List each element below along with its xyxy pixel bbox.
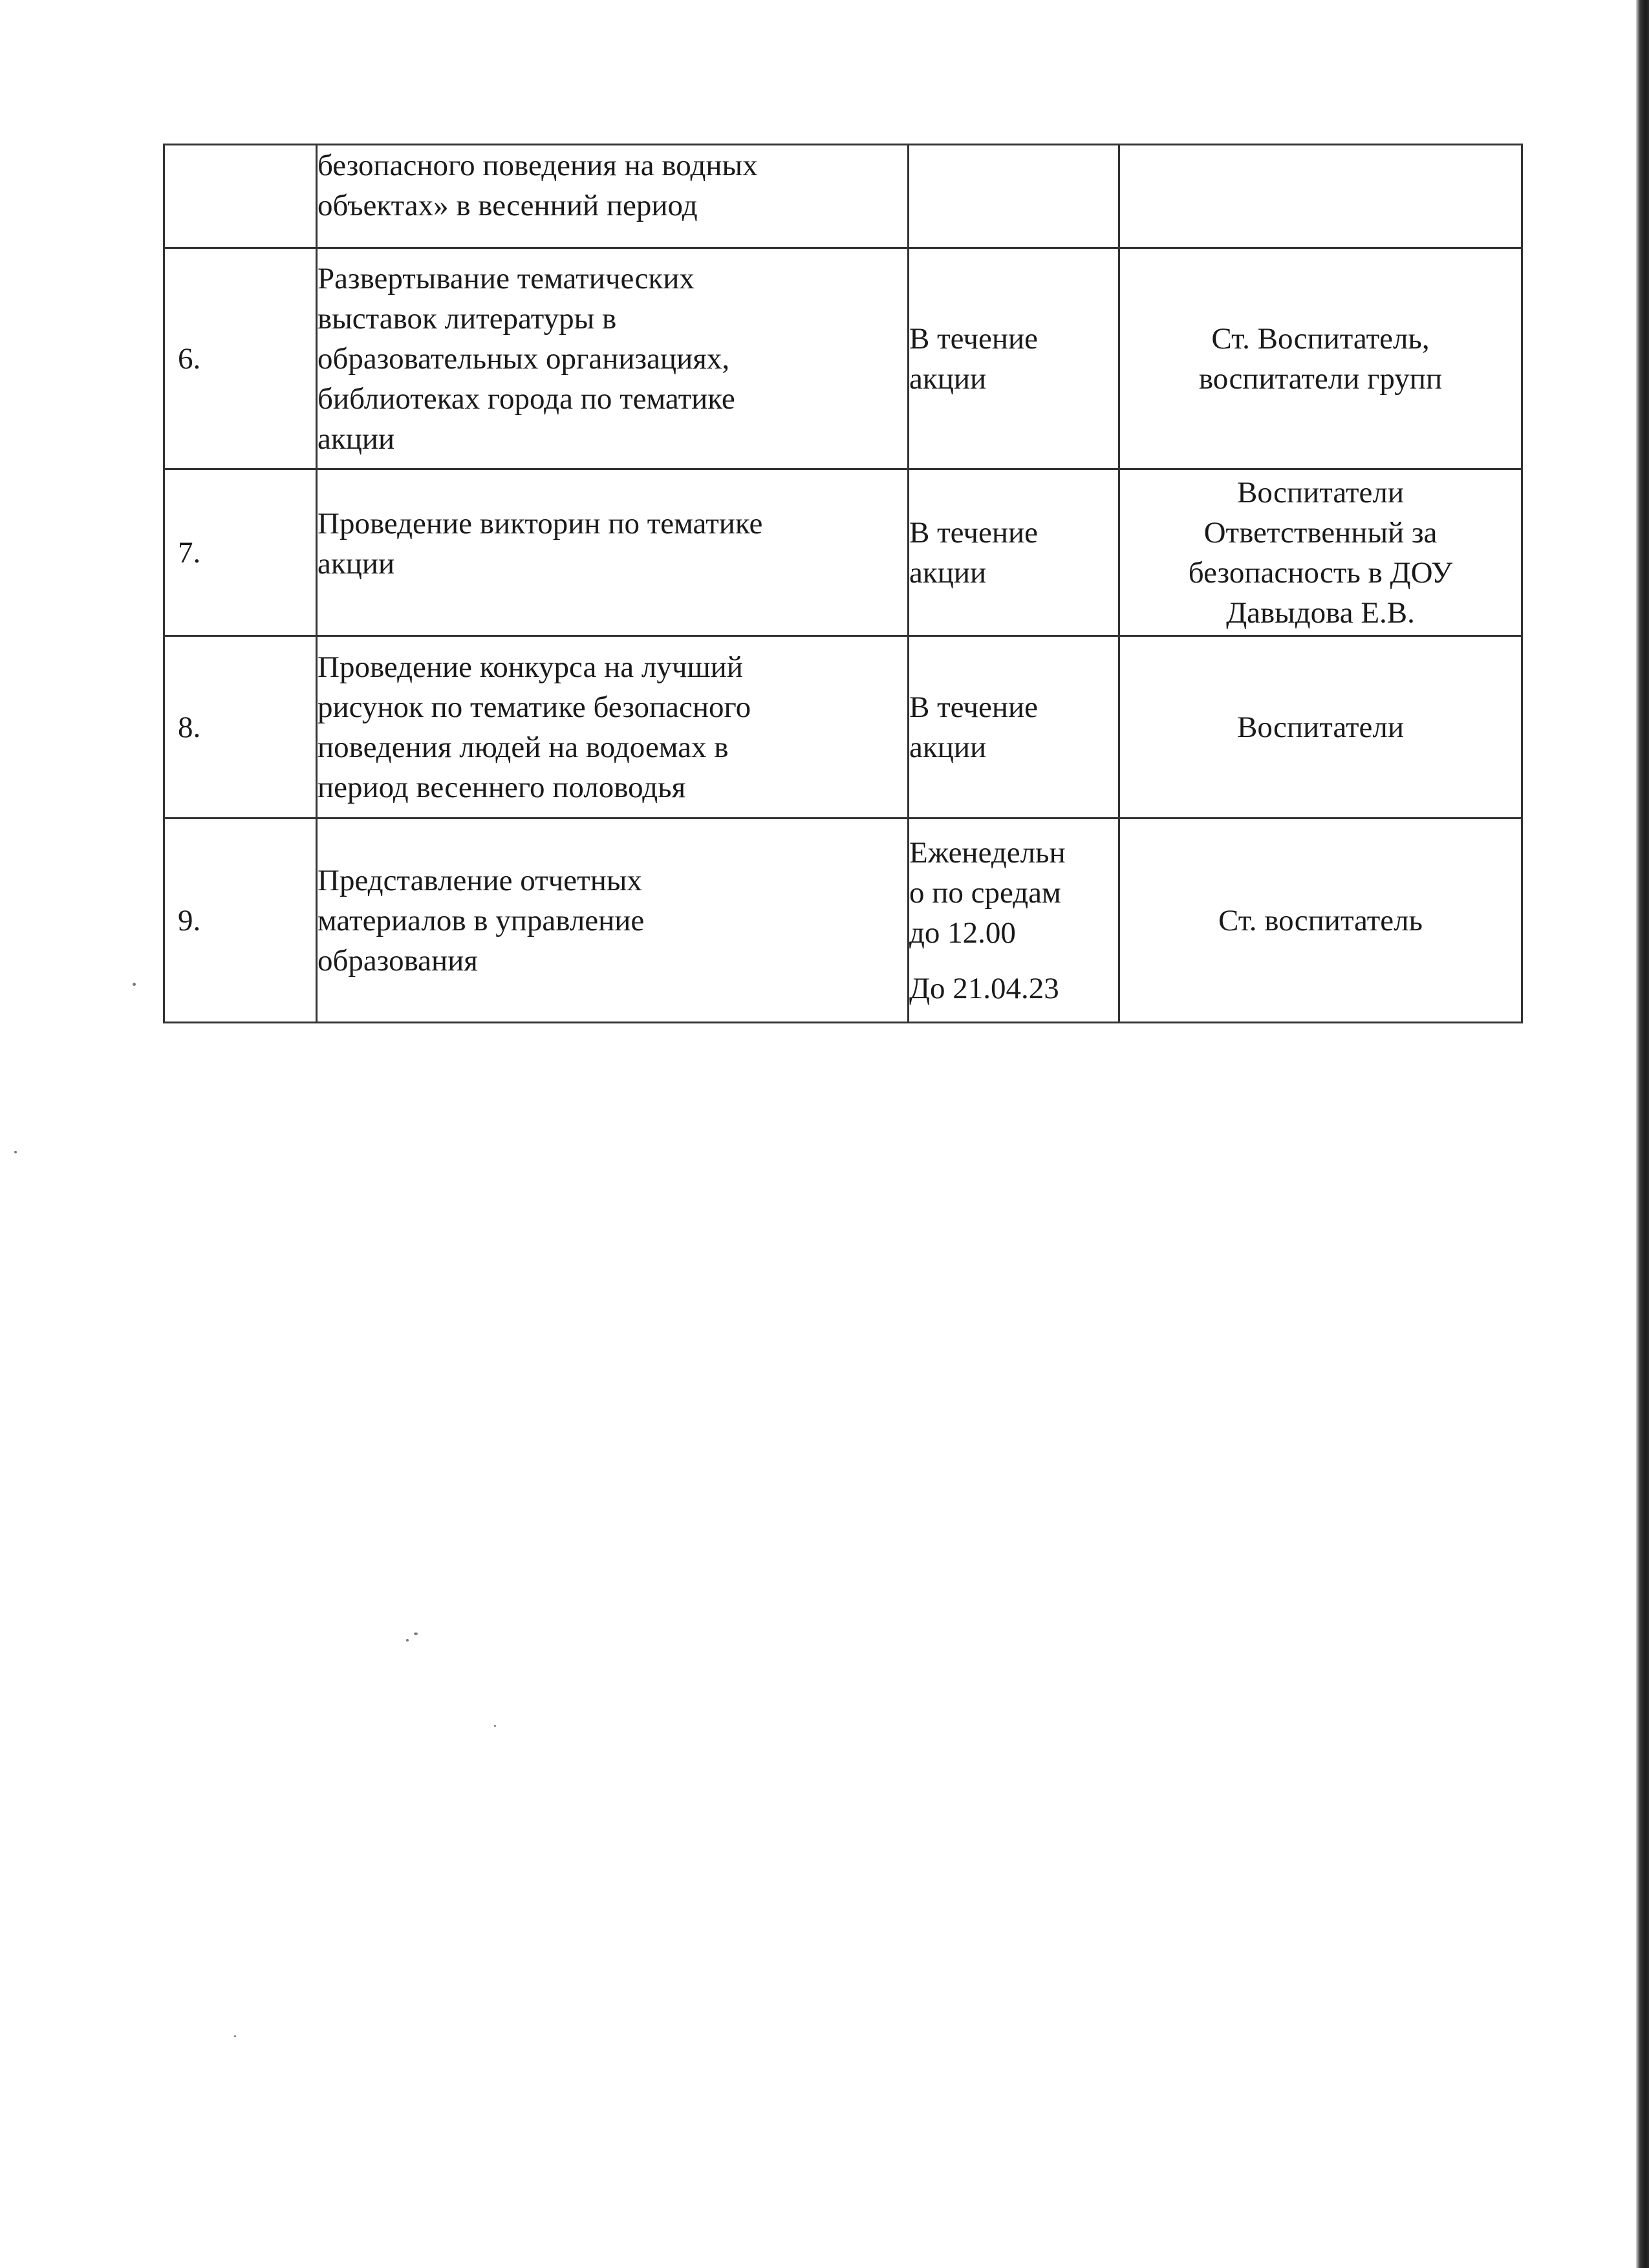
row-number: 9. (164, 818, 317, 1023)
responsible-cell: Ст. воспитатель (1119, 818, 1522, 1023)
event-cell: Представление отчетных материалов в управление образования (317, 818, 909, 1023)
scan-speck (494, 1725, 496, 1727)
responsible-cell: Ст. Воспитатель, воспитатели групп (1119, 248, 1522, 469)
event-cell: Проведение викторин по тематике акции (317, 469, 909, 636)
term-cell: В течение акции (909, 248, 1119, 469)
table-row (164, 469, 1522, 636)
scan-speck (406, 1639, 409, 1642)
scan-speck (234, 2035, 236, 2037)
event-cell: Развертывание тематических выставок литературы в образовательных организациях, библиотеках города по тематике акции (317, 248, 909, 469)
term-cell: В течение акции (909, 636, 1119, 818)
table-row (164, 818, 1522, 1023)
term-cell: В течение акции (909, 469, 1119, 636)
responsible-cell: Воспитатели (1119, 636, 1522, 818)
event-cell: безопасного поведения на водных объектах» в весенний период (317, 145, 909, 248)
term-cell (909, 145, 1119, 248)
responsible-cell: Воспитатели Ответственный за безопасность в ДОУ Давыдова Е.В. (1119, 469, 1522, 636)
responsible-cell (1119, 145, 1522, 248)
table-row (164, 145, 1522, 248)
scan-speck (14, 1151, 17, 1153)
row-number (164, 145, 317, 248)
deadline-date: До 21.04.23 (909, 971, 1059, 1005)
row-number: 8. (164, 636, 317, 818)
row-number: 7. (164, 469, 317, 636)
row-number: 6. (164, 248, 317, 469)
scan-edge (1636, 0, 1649, 2268)
term-cell: Еженедельн о по средам до 12.00 До 21.04.23 (909, 818, 1119, 1023)
event-cell: Проведение конкурса на лучший рисунок по тематике безопасного поведения людей на водоемах в период весеннего половодья (317, 636, 909, 818)
table-row (164, 636, 1522, 818)
table-row (164, 248, 1522, 469)
plan-table (163, 144, 1523, 1023)
scan-speck (133, 983, 136, 986)
scan-speck (414, 1632, 418, 1635)
